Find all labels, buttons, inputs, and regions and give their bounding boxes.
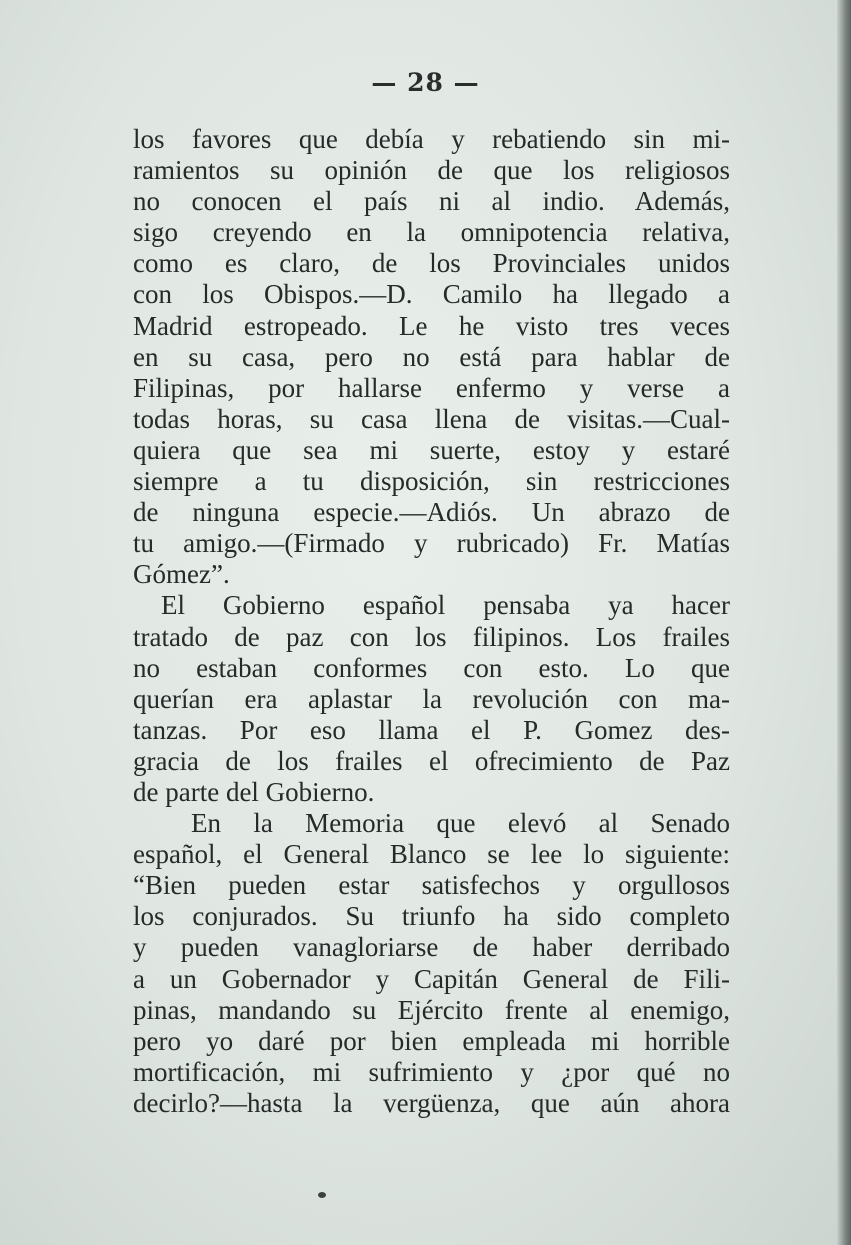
text-line: con los Obispos.—D. Camilo ha llegado a <box>133 279 730 310</box>
text-line: en su casa, pero no está para hablar de <box>133 341 730 372</box>
text-line: sigo creyendo en la omnipotencia relativa, <box>133 217 730 248</box>
text-line: tratado de paz con los filipinos. Los frailes <box>133 621 730 652</box>
paragraph-start-line: En la Memoria que elevó al Senado <box>191 808 730 839</box>
text-line: Madrid estropeado. Le he visto tres veces <box>133 310 730 341</box>
text-line: mortificación, mi sufrimiento y ¿por qué no <box>133 1056 730 1087</box>
text-line: querían era aplastar la revolución con ma- <box>133 683 730 714</box>
text-line: y pueden vanagloriarse de haber derribado <box>133 932 730 963</box>
paragraph-start-line: El Gobierno español pensaba ya hacer <box>161 590 730 621</box>
text-line: tanzas. Por eso llama el P. Gomez des- <box>133 714 730 745</box>
ink-speck <box>318 1192 326 1198</box>
text-line: como es claro, de los Provinciales unidos <box>133 248 730 279</box>
text-line: tu amigo.—(Firmado y rubricado) Fr. Matías <box>133 528 730 559</box>
text-line: de ninguna especie.—Adiós. Un abrazo de <box>133 497 730 528</box>
text-line: español, el General Blanco se lee lo siguiente: <box>133 839 730 870</box>
text-line: Filipinas, por hallarse enfermo y verse a <box>133 372 730 403</box>
text-line: los conjurados. Su triunfo ha sido completo <box>133 901 730 932</box>
text-line: pinas, mandando su Ejército frente al enemigo, <box>133 994 730 1025</box>
page-number: — 28 — <box>371 68 480 97</box>
text-line: ramientos su opinión de que los religiosos <box>133 155 730 186</box>
text-line: los favores que debía y rebatiendo sin mi- <box>133 124 730 154</box>
text-line: no estaban conformes con esto. Lo que <box>133 652 730 683</box>
text-line: siempre a tu disposición, sin restricciones <box>133 466 730 497</box>
text-line: todas horas, su casa llena de visitas.—Cual- <box>133 403 730 434</box>
text-line: a un Gobernador y Capitán General de Fili- <box>133 963 730 994</box>
text-line: Gómez”. <box>133 559 230 590</box>
text-line: “Bien pueden estar satisfechos y orgullosos <box>133 870 730 901</box>
text-line: de parte del Gobierno. <box>133 776 375 807</box>
text-line: pero yo daré por bien empleada mi horrible <box>133 1025 730 1056</box>
text-line: decirlo?—hasta la vergüenza, que aún ahora <box>133 1087 730 1118</box>
text-line: gracia de los frailes el ofrecimiento de Paz <box>133 745 730 776</box>
page-edge-shadow <box>837 0 851 1245</box>
text-line: no conocen el país ni al indio. Además, <box>133 186 730 217</box>
text-line: quiera que sea mi suerte, estoy y estaré <box>133 434 730 465</box>
body-text <box>133 124 730 1119</box>
